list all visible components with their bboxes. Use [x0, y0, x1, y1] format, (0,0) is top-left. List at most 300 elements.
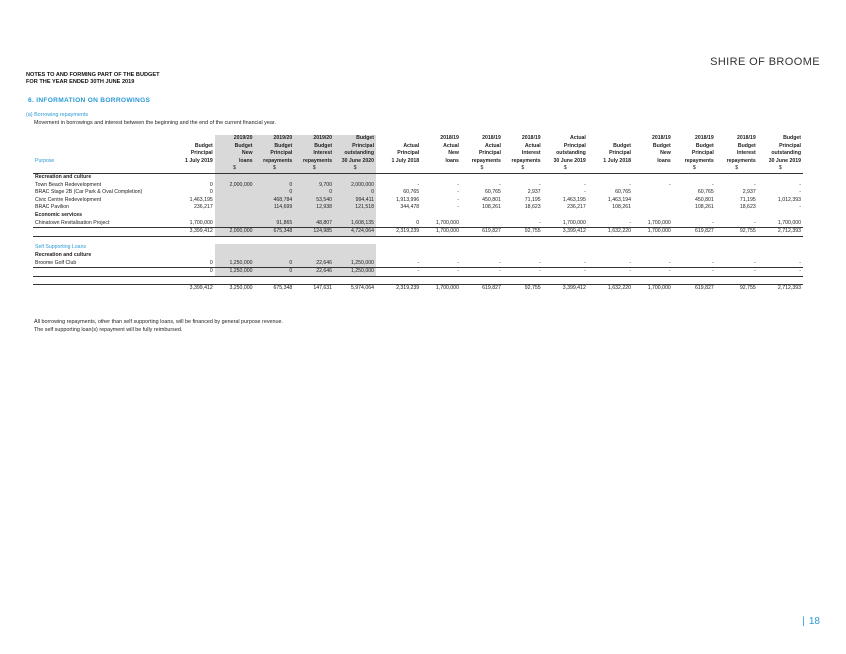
- column-header: New: [448, 150, 459, 157]
- table-cell: [633, 197, 673, 205]
- table-cell: 60,765: [697, 189, 714, 196]
- table-cell: [215, 212, 255, 220]
- table-cell: [334, 236, 376, 244]
- row-label: Recreation and culture: [35, 251, 92, 258]
- table-cell: 5,974,064: [334, 285, 376, 293]
- table-row: [33, 228, 803, 237]
- table-cell: [633, 236, 673, 244]
- column-header: repayments: [511, 157, 541, 164]
- table-cell: -: [633, 268, 673, 277]
- column-header: 30 June 2020: [334, 158, 376, 166]
- table-cell: 1,632,220: [588, 228, 633, 237]
- table-cell: [215, 189, 255, 197]
- table-cell: [503, 276, 543, 285]
- unit-cell: $: [673, 165, 716, 173]
- table-cell: [215, 244, 255, 252]
- column-header: Budget: [294, 143, 334, 151]
- unit-cell: $: [758, 165, 803, 173]
- table-cell: [376, 276, 421, 285]
- column-header: 2018/19: [652, 135, 671, 141]
- column-header: Budget: [613, 142, 631, 149]
- table-cell: 619,827: [673, 228, 716, 237]
- column-header: Actual: [485, 142, 501, 149]
- table-row: [33, 276, 803, 285]
- table-cell: -: [716, 268, 758, 277]
- table-cell: -: [499, 259, 501, 266]
- column-header: 30 June 2019: [553, 157, 586, 164]
- table-cell: 0: [334, 189, 376, 197]
- table-cell: [294, 276, 334, 285]
- table-cell: 344,478: [400, 204, 420, 211]
- table-cell: [215, 197, 255, 205]
- table-cell: [255, 252, 295, 260]
- table-cell: [294, 212, 334, 220]
- table-cell: [173, 244, 215, 252]
- column-header: Principal: [779, 142, 801, 149]
- table-cell: 0: [294, 189, 334, 197]
- table-cell: [503, 212, 543, 220]
- table-cell: 468,784: [255, 197, 295, 205]
- table-cell: [543, 252, 588, 260]
- purpose-header: [33, 135, 173, 143]
- table-cell: [543, 173, 588, 181]
- table-cell: 121,518: [334, 204, 376, 212]
- table-cell: [461, 173, 503, 181]
- table-cell: 147,631: [294, 285, 334, 293]
- table-cell: 2,712,393: [758, 285, 803, 293]
- table-cell: 1,250,000: [334, 260, 376, 268]
- table-cell: [758, 244, 803, 252]
- table-cell: [543, 276, 588, 285]
- column-header: Budget: [255, 143, 295, 151]
- organisation-name: SHIRE OF BROOME: [710, 56, 820, 68]
- table-cell: [461, 220, 503, 228]
- table-row: [33, 220, 803, 228]
- row-label: Economic services: [35, 211, 83, 218]
- table-cell: [173, 236, 215, 244]
- row-label: [33, 236, 173, 244]
- footnote-2: The self supporting loan(s) repayment will be fully reimbursed.: [34, 327, 183, 333]
- table-cell: -: [584, 189, 586, 196]
- table-cell: [376, 212, 421, 220]
- section-description: Movement in borrowings and interest between the beginning and the end of the current financial year.: [34, 120, 276, 126]
- purpose-header: Purpose: [35, 157, 55, 164]
- column-header: Actual: [443, 142, 459, 149]
- table-cell: 2,937: [527, 189, 541, 196]
- table-cell: [461, 236, 503, 244]
- table-cell: -: [799, 189, 801, 196]
- notes-title: [26, 72, 160, 86]
- table-cell: 22,646: [294, 268, 334, 277]
- column-header: Budget: [695, 142, 714, 149]
- table-cell: [334, 212, 376, 220]
- table-cell: [758, 236, 803, 244]
- table-cell: 0: [209, 189, 213, 196]
- table-cell: 48,807: [294, 220, 334, 228]
- table-cell: [673, 244, 716, 252]
- subsection-title: (a) Borrowing repayments: [26, 112, 89, 118]
- column-header: New: [660, 150, 671, 157]
- table-cell: [421, 173, 461, 181]
- table-cell: 2,937: [742, 189, 756, 196]
- table-cell: 1,250,000: [215, 260, 255, 268]
- row-label: BRAC Pavilion: [35, 204, 70, 211]
- table-cell: 619,827: [461, 285, 503, 293]
- column-header: Principal: [334, 143, 376, 151]
- table-cell: [633, 252, 673, 260]
- table-cell: -: [712, 181, 714, 188]
- unit-cell: [588, 165, 633, 173]
- table-cell: -: [799, 259, 801, 266]
- unit-cell: $: [461, 165, 503, 173]
- table-header-row: [33, 143, 803, 151]
- table-cell: [673, 173, 716, 181]
- table-cell: 60,765: [485, 189, 501, 196]
- table-cell: [255, 276, 295, 285]
- table-cell: [294, 236, 334, 244]
- table-cell: -: [457, 259, 459, 266]
- column-header: loans: [445, 157, 459, 164]
- table-cell: [461, 252, 503, 260]
- table-cell: [633, 244, 673, 252]
- table-cell: 3,250,000: [215, 285, 255, 293]
- column-header: 2019/20: [255, 135, 295, 143]
- borrowings-table-container: [33, 135, 803, 293]
- table-row: [33, 212, 803, 220]
- table-row: [33, 182, 803, 190]
- table-cell: -: [461, 268, 503, 277]
- table-cell: [716, 252, 758, 260]
- units-label: [33, 165, 173, 173]
- table-cell: -: [538, 219, 541, 226]
- table-row: [33, 173, 803, 181]
- table-cell: [255, 236, 295, 244]
- table-cell: 9,700: [294, 182, 334, 190]
- table-cell: [461, 244, 503, 252]
- row-label: BRAC Stage 2B (Car Park & Oval Completion): [35, 189, 143, 196]
- table-cell: 60,765: [403, 189, 420, 196]
- table-cell: [294, 173, 334, 181]
- table-cell: -: [799, 204, 801, 211]
- table-cell: -: [758, 268, 803, 277]
- unit-cell: [376, 165, 421, 173]
- table-cell: -: [673, 268, 716, 277]
- column-header: 2019/20: [215, 135, 255, 143]
- table-cell: 675,348: [255, 228, 295, 237]
- column-header: 2018/19: [736, 135, 756, 141]
- table-cell: -: [629, 219, 631, 226]
- table-cell: 3,399,412: [173, 228, 215, 237]
- table-cell: [588, 252, 633, 260]
- table-cell: [758, 252, 803, 260]
- table-cell: 71,195: [739, 196, 756, 203]
- table-cell: [421, 276, 461, 285]
- table-cell: [758, 276, 803, 285]
- table-cell: 92,755: [716, 228, 758, 237]
- table-cell: -: [588, 268, 633, 277]
- table-cell: 1,700,000: [421, 285, 461, 293]
- column-header: Budget: [783, 135, 801, 141]
- table-cell: 1,632,220: [588, 285, 633, 293]
- column-header: [376, 135, 421, 143]
- table-cell: [588, 173, 633, 181]
- table-cell: [633, 276, 673, 285]
- table-row: [33, 260, 803, 268]
- table-cell: 1,700,000: [777, 219, 801, 226]
- table-header-row: [33, 135, 803, 143]
- table-cell: 619,827: [673, 285, 716, 293]
- table-cell: [334, 173, 376, 181]
- table-cell: 18,623: [524, 204, 541, 211]
- column-header: 2018/19: [482, 135, 501, 141]
- unit-cell: [633, 165, 673, 173]
- table-cell: [173, 252, 215, 260]
- table-cell: 108,261: [695, 204, 714, 211]
- table-cell: -: [457, 196, 459, 203]
- table-cell: [215, 220, 255, 228]
- table-cell: 236,217: [193, 204, 213, 211]
- table-cell: -: [753, 219, 756, 226]
- table-row: [33, 236, 803, 244]
- table-cell: [461, 276, 503, 285]
- column-header: Budget: [334, 135, 376, 143]
- table-cell: [173, 212, 215, 220]
- table-cell: [716, 276, 758, 285]
- table-cell: 2,000,000: [215, 182, 255, 190]
- table-cell: [376, 244, 421, 252]
- table-cell: 0: [209, 181, 213, 188]
- table-cell: [461, 212, 503, 220]
- table-cell: -: [584, 181, 586, 188]
- page-number-value: 18: [808, 616, 820, 627]
- table-cell: [673, 252, 716, 260]
- table-cell: 1,913,996: [396, 196, 420, 203]
- table-cell: [588, 212, 633, 220]
- section-title: 6. INFORMATION ON BORROWINGS: [28, 97, 151, 104]
- unit-cell: $: [294, 165, 334, 173]
- table-cell: 2,319,239: [376, 228, 421, 237]
- unit-cell: $: [543, 165, 588, 173]
- table-cell: -: [457, 181, 459, 188]
- column-header: Budget: [194, 142, 213, 149]
- table-cell: -: [669, 181, 671, 188]
- table-cell: [543, 244, 588, 252]
- table-cell: [543, 236, 588, 244]
- table-cell: [215, 252, 255, 260]
- table-cell: [173, 173, 215, 181]
- table-cell: [758, 173, 803, 181]
- table-cell: [503, 244, 543, 252]
- table-cell: [633, 173, 673, 181]
- table-cell: 1,463,195: [562, 196, 586, 203]
- table-cell: 1,700,000: [633, 228, 673, 237]
- table-cell: 1,250,000: [215, 268, 255, 277]
- table-cell: [633, 212, 673, 220]
- table-cell: [421, 244, 461, 252]
- footnote-1: All borrowing repayments, other than self supporting loans, will be financed by general purpose revenue.: [34, 319, 284, 325]
- row-label: [33, 285, 173, 293]
- table-cell: 1,700,000: [421, 228, 461, 237]
- table-cell: [255, 212, 295, 220]
- table-cell: [503, 236, 543, 244]
- column-header: [173, 135, 215, 143]
- table-cell: -: [753, 259, 756, 266]
- column-header: 2018/19: [440, 135, 459, 141]
- column-header: outstanding: [334, 150, 376, 158]
- table-cell: 92,755: [503, 285, 543, 293]
- column-header: Budget: [652, 142, 671, 149]
- table-cell: -: [503, 268, 543, 277]
- table-cell: 124,985: [294, 228, 334, 237]
- table-cell: 236,217: [567, 204, 586, 211]
- column-header: 2019/20: [294, 135, 334, 143]
- table-header-row: [33, 158, 803, 166]
- table-cell: 4,724,064: [334, 228, 376, 237]
- unit-cell: $: [334, 165, 376, 173]
- column-header: Actual: [569, 135, 586, 141]
- table-row: [33, 189, 803, 197]
- table-cell: [421, 252, 461, 260]
- table-cell: 0: [255, 268, 295, 277]
- table-cell: [421, 236, 461, 244]
- purpose-header: [33, 143, 173, 151]
- table-cell: 2,712,393: [758, 228, 803, 237]
- row-label: Broome Golf Club: [35, 259, 77, 266]
- units-row: [33, 165, 803, 173]
- table-row: [33, 197, 803, 205]
- column-header: Actual: [524, 142, 541, 149]
- column-header: Interest: [521, 150, 541, 157]
- table-cell: 2,000,000: [334, 182, 376, 190]
- borrowings-table: [33, 135, 803, 293]
- table-cell: 71,195: [524, 196, 541, 203]
- column-header: 2018/19: [695, 135, 714, 141]
- table-cell: 2,319,239: [376, 285, 421, 293]
- table-cell: 0: [255, 182, 295, 190]
- table-cell: -: [417, 259, 420, 266]
- table-cell: [376, 173, 421, 181]
- table-cell: [716, 173, 758, 181]
- column-header: 1 July 2018: [603, 157, 631, 164]
- unit-cell: $: [503, 165, 543, 173]
- table-cell: 53,540: [294, 197, 334, 205]
- table-cell: 92,755: [716, 285, 758, 293]
- column-header: Principal: [609, 150, 631, 157]
- table-row: [33, 244, 803, 252]
- unit-cell: [421, 165, 461, 173]
- table-header-row: [33, 150, 803, 158]
- table-cell: -: [584, 259, 586, 266]
- row-label: Town Beach Redevelopment: [35, 181, 102, 188]
- column-header: loans: [215, 158, 255, 166]
- unit-cell: $: [215, 165, 255, 173]
- table-cell: -: [421, 268, 461, 277]
- table-cell: 1,463,194: [607, 196, 631, 203]
- column-header: repayments: [726, 157, 756, 164]
- table-cell: 92,755: [503, 228, 543, 237]
- table-cell: -: [543, 268, 588, 277]
- column-header: Principal: [478, 150, 501, 157]
- table-cell: [294, 252, 334, 260]
- table-cell: 1,463,195: [189, 196, 213, 203]
- table-cell: [588, 244, 633, 252]
- table-cell: 91,865: [255, 220, 295, 228]
- table-cell: -: [538, 259, 541, 266]
- table-cell: 3,399,412: [173, 285, 215, 293]
- table-cell: 1,700,000: [647, 219, 671, 226]
- column-header: New: [215, 150, 255, 158]
- table-cell: 675,348: [255, 285, 295, 293]
- unit-cell: $: [255, 165, 295, 173]
- table-cell: [716, 236, 758, 244]
- column-header: [588, 135, 633, 143]
- column-header: 1 July 2018: [391, 157, 420, 164]
- table-cell: [255, 244, 295, 252]
- table-cell: -: [499, 181, 501, 188]
- table-cell: -: [753, 181, 756, 188]
- table-cell: [376, 252, 421, 260]
- column-header: Budget: [737, 142, 756, 149]
- table-cell: 1,250,000: [334, 268, 376, 277]
- table-cell: -: [457, 204, 459, 211]
- table-cell: [255, 173, 295, 181]
- table-cell: -: [712, 219, 714, 226]
- column-header: Principal: [563, 142, 586, 149]
- table-cell: 0: [173, 268, 215, 277]
- table-cell: -: [538, 181, 541, 188]
- table-cell: 1,700,000: [435, 219, 459, 226]
- column-header: Interest: [294, 150, 334, 158]
- table-cell: -: [712, 259, 714, 266]
- table-cell: [503, 252, 543, 260]
- table-cell: 0: [255, 260, 295, 268]
- table-cell: [334, 244, 376, 252]
- table-cell: 0: [255, 189, 295, 197]
- table-cell: 3,399,412: [543, 228, 588, 237]
- table-cell: [673, 276, 716, 285]
- table-cell: [294, 244, 334, 252]
- row-label: [33, 276, 173, 285]
- table-cell: 108,261: [612, 204, 631, 211]
- table-cell: -: [629, 181, 631, 188]
- table-cell: -: [629, 259, 631, 266]
- table-cell: 1,700,000: [189, 219, 213, 226]
- unit-cell: [173, 165, 215, 173]
- page-number: [802, 616, 820, 627]
- table-cell: -: [457, 189, 459, 196]
- table-cell: [334, 276, 376, 285]
- column-header: outstanding: [771, 150, 801, 157]
- table-row: [33, 285, 803, 293]
- table-cell: -: [417, 181, 420, 188]
- row-label: Self Supporting Loans: [35, 244, 87, 251]
- table-cell: [543, 212, 588, 220]
- table-cell: 1,608,135: [334, 220, 376, 228]
- column-header: repayments: [294, 158, 334, 166]
- table-cell: 450,801: [695, 196, 714, 203]
- row-label: Civic Centre Redevelopment: [35, 196, 102, 203]
- table-cell: [215, 173, 255, 181]
- table-cell: 114,699: [255, 204, 295, 212]
- table-cell: 0: [209, 259, 213, 266]
- column-header: 1 July 2019: [185, 157, 213, 164]
- table-cell: 60,765: [615, 189, 631, 196]
- table-cell: [588, 236, 633, 244]
- table-cell: -: [376, 268, 421, 277]
- table-cell: [633, 204, 673, 212]
- table-cell: 12,938: [294, 204, 334, 212]
- column-header: Principal: [255, 150, 295, 158]
